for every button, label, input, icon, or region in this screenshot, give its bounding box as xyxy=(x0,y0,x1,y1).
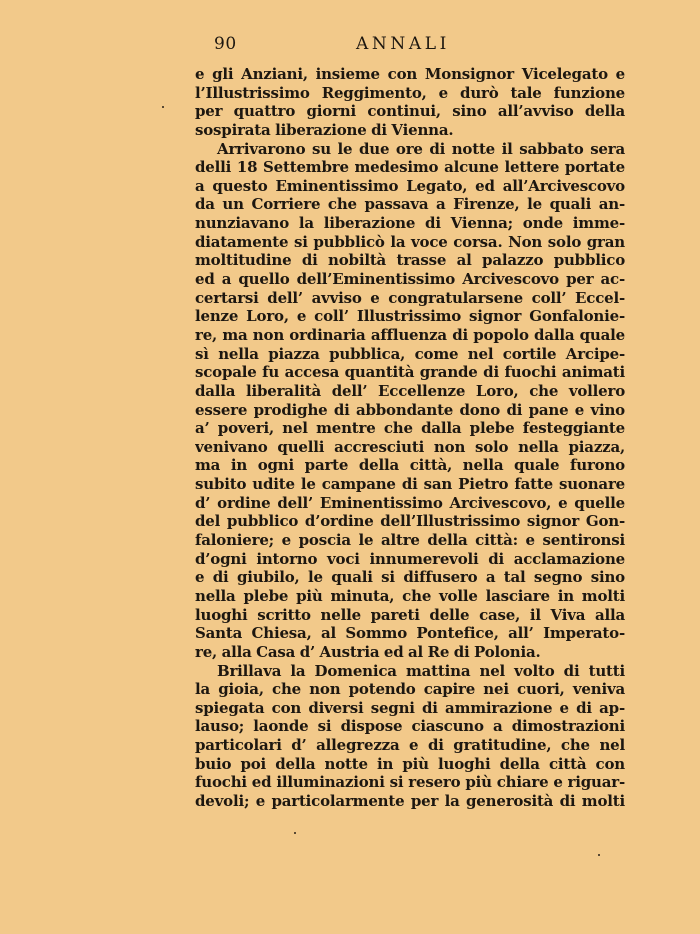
text-line: re, alla Casa d’ Austria ed al Re di Polonia. xyxy=(195,642,541,661)
text-line: nunziavano la liberazione di Vienna; onde imme- xyxy=(195,214,625,233)
text-line: lauso; laonde si dispose ciascuno a dimostrazioni xyxy=(195,717,625,736)
text-line: moltitudine di nobiltà trasse al palazzo pubblico xyxy=(195,251,625,270)
text-line: diatamente si pubblicò la voce corsa. Non solo gran xyxy=(195,232,625,251)
text-line: subito udite le campane di san Pietro fatte suonare xyxy=(195,475,625,494)
text-line: e gli Anziani, insieme con Monsignor Vicelegato e xyxy=(195,65,625,83)
text-line: Brillava la Domenica mattina nel volto di tutti xyxy=(217,661,625,680)
text-line: e di giubilo, le quali si diffusero a tal segno sino xyxy=(195,568,625,587)
text-line: dalla liberalità dell’ Eccellenze Loro, che vollero xyxy=(195,381,625,400)
text-line: nella plebe più minuta, che volle lasciare in molti xyxy=(195,586,625,605)
text-line: faloniere; e poscia le altre della città: e sentironsi xyxy=(195,531,625,550)
text-line: lenze Loro, e coll’ Illustrissimo signor Gonfalonie- xyxy=(195,307,625,326)
text-line: delli 18 Settembre medesimo alcune lettere portate xyxy=(195,158,625,177)
text-line: da un Corriere che passava a Firenze, le quali an- xyxy=(195,195,625,214)
ink-speck xyxy=(598,854,600,856)
text-line: particolari d’ allegrezza e di gratitudine, che nel xyxy=(195,736,625,755)
text-line: la gioia, che non potendo capire nei cuori, veniva xyxy=(195,680,625,699)
text-line: ed a quello dell’Eminentissimo Arcivescovo per ac- xyxy=(195,270,625,289)
text-line: Arrivarono su le due ore di notte il sabbato sera xyxy=(217,139,625,158)
text-line: essere prodighe di abbondante dono di pane e vino xyxy=(195,400,625,419)
text-line: certarsi dell’ avviso e congratularsene coll’ Eccel- xyxy=(195,288,625,307)
text-line: a’ poveri, nel mentre che dalla plebe festeggiante xyxy=(195,419,625,438)
body-text xyxy=(195,65,625,811)
text-line: spiegata con diversi segni di ammirazione e di ap- xyxy=(195,698,625,717)
text-line: buio poi della notte in più luoghi della città con xyxy=(195,754,625,773)
text-line: luoghi scritto nelle pareti delle case, il Viva alla xyxy=(195,605,625,624)
page-number: 90 xyxy=(214,34,237,54)
ink-speck xyxy=(162,106,164,108)
text-line: scopale fu accesa quantità grande di fuochi animati xyxy=(195,363,625,382)
text-line: sospirata liberazione di Vienna. xyxy=(195,120,454,139)
text-line: devoli; e particolarmente per la generosità di molti xyxy=(195,791,625,810)
text-line: re, ma non ordinaria affluenza di popolo dalla quale xyxy=(195,325,625,344)
text-line: d’ogni intorno voci innumerevoli di acclamazione xyxy=(195,549,625,568)
text-line: Santa Chiesa, al Sommo Pontefice, all’ Imperato- xyxy=(195,624,625,643)
page-header xyxy=(0,34,700,56)
text-line: venivano quelli accresciuti non solo nella piazza, xyxy=(195,437,625,456)
ink-speck xyxy=(294,832,296,834)
text-line: del pubblico d’ordine dell’Illustrissimo signor Gon- xyxy=(195,512,625,531)
text-line: fuochi ed illuminazioni si resero più chiare e riguar- xyxy=(195,773,625,792)
text-line: a questo Eminentissimo Legato, ed all’Arcivescovo xyxy=(195,176,625,195)
text-line: per quattro giorni continui, sino all’avviso della xyxy=(195,102,625,121)
running-title: ANNALI xyxy=(356,34,450,54)
text-line: sì nella piazza pubblica, come nel cortile Arcipe- xyxy=(195,344,625,363)
text-line: l’Illustrissimo Reggimento, e durò tale funzione xyxy=(195,83,625,102)
text-line: ma in ogni parte della città, nella quale furono xyxy=(195,456,625,475)
text-line: d’ ordine dell’ Eminentissimo Arcivescovo, e quelle xyxy=(195,493,625,512)
